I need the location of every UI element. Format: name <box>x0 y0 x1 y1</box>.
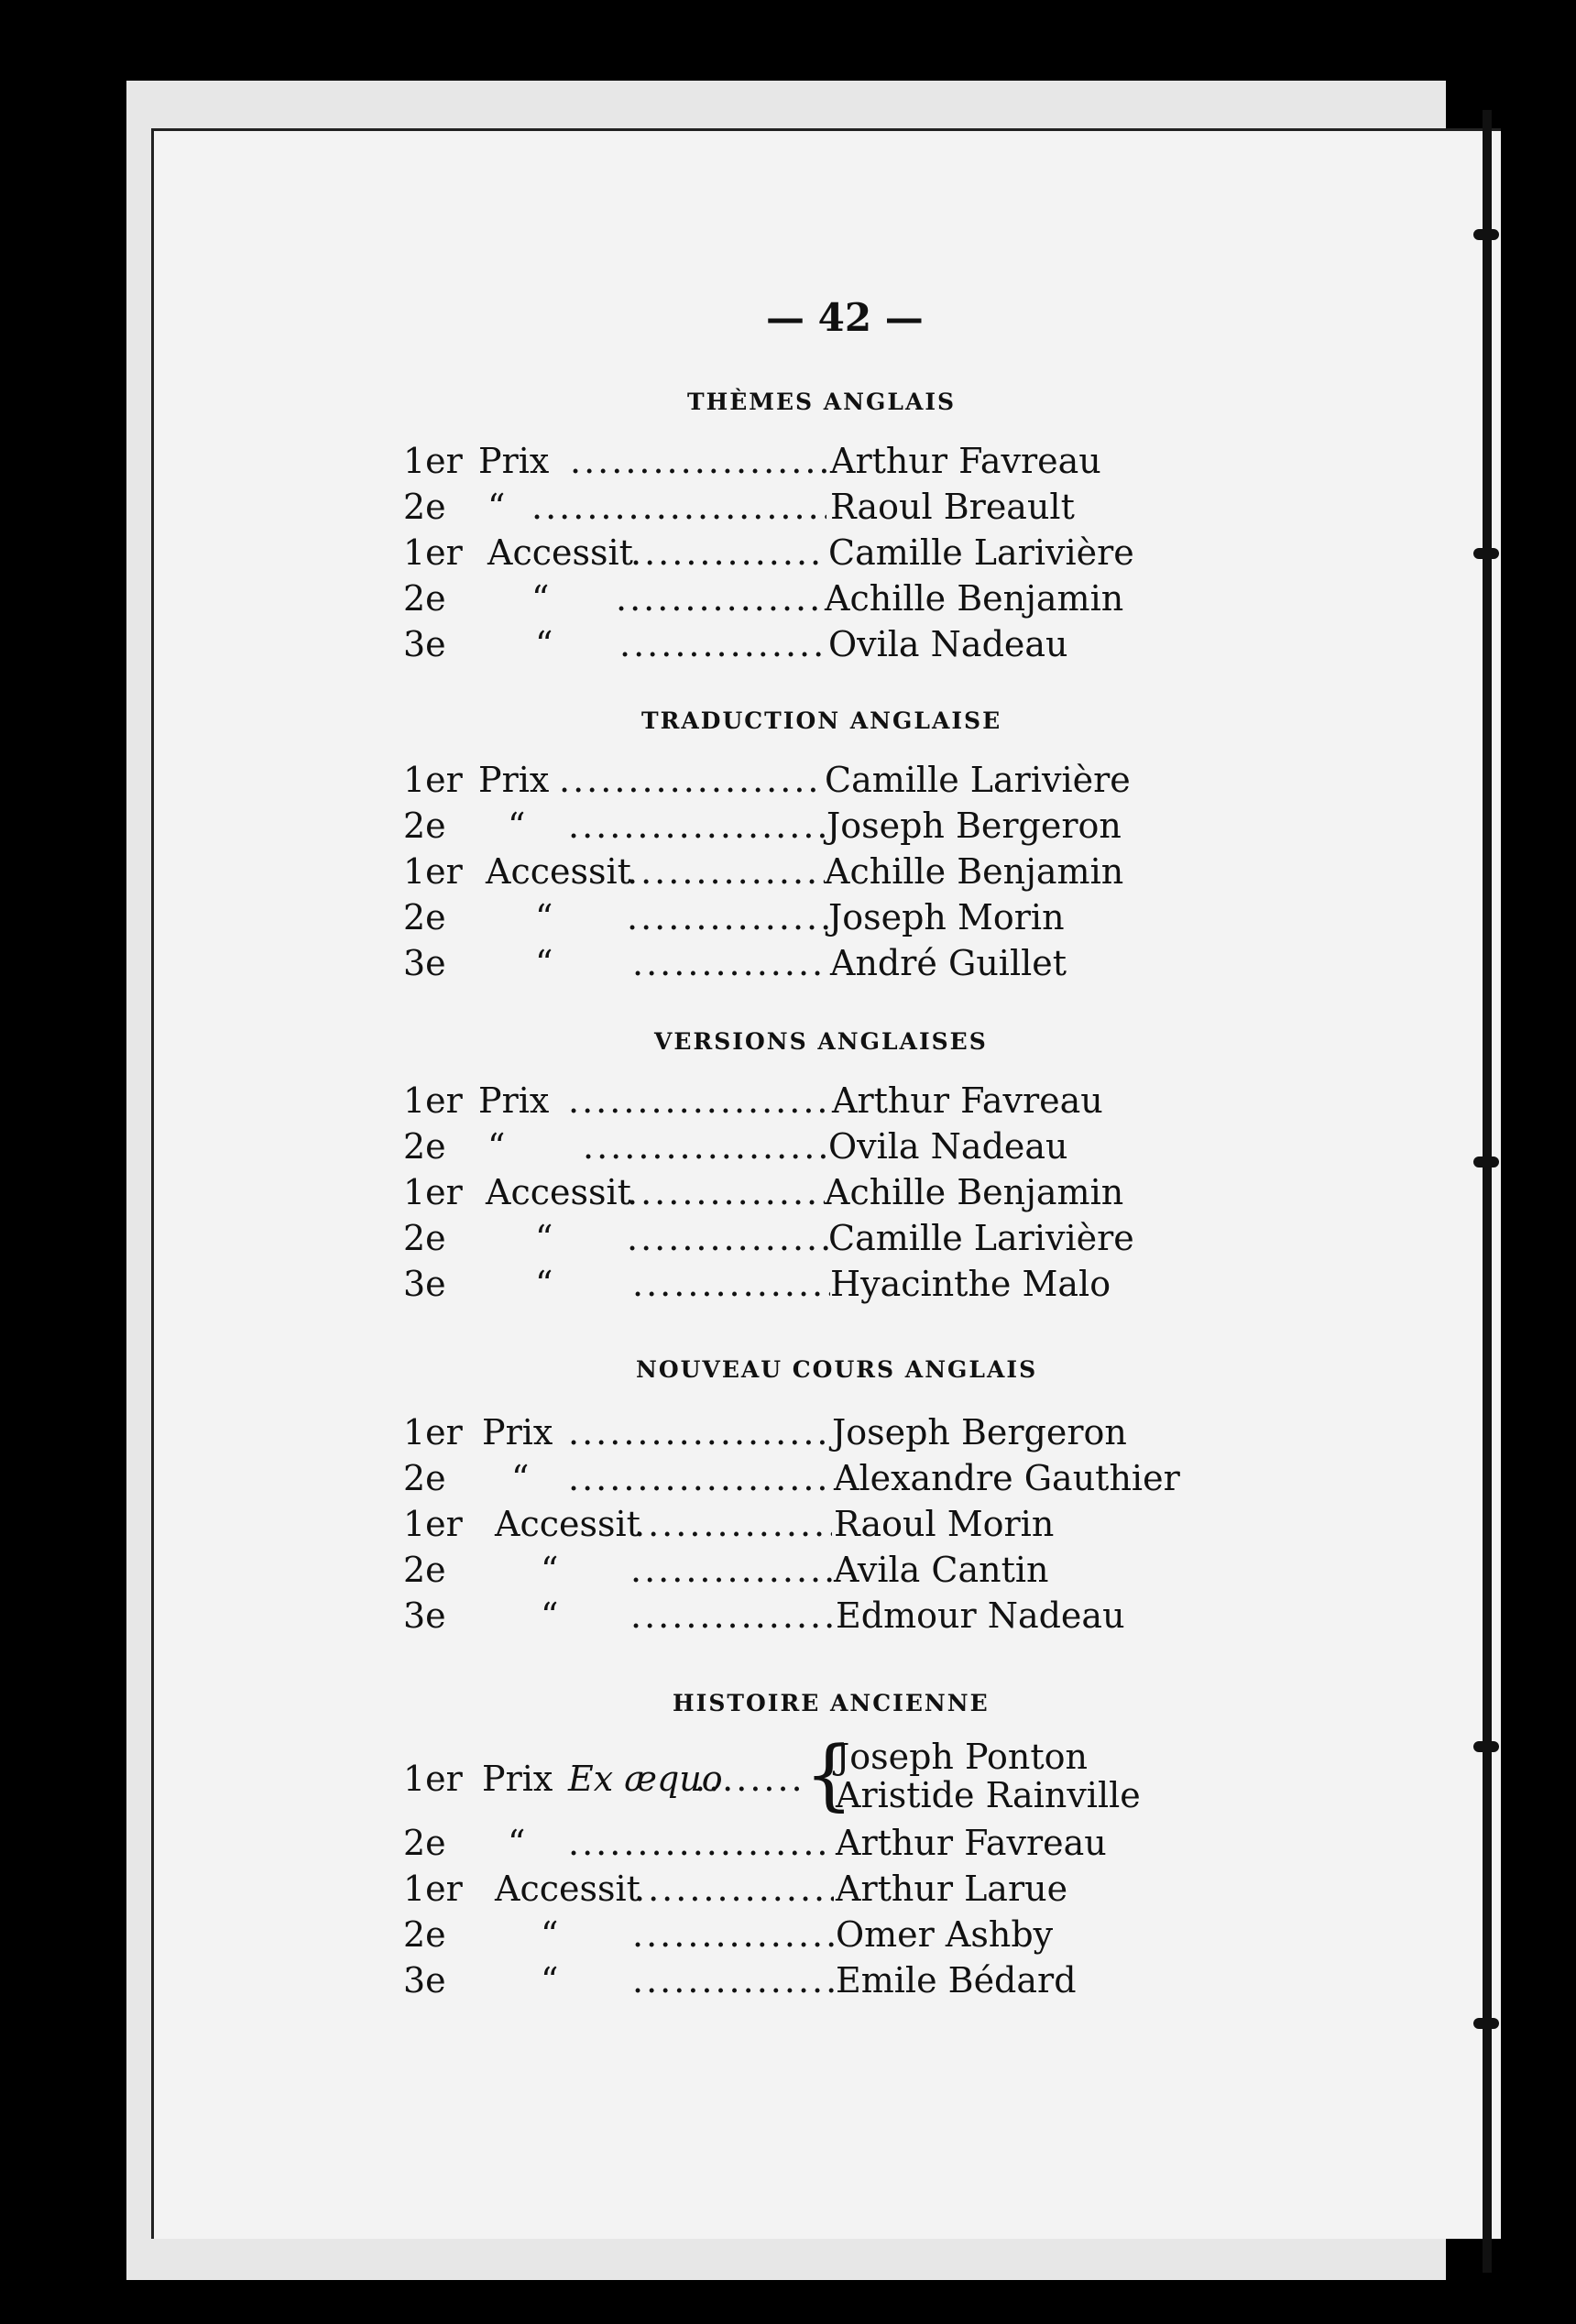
dot-leader <box>627 894 828 940</box>
rank: 1er <box>403 1080 463 1121</box>
dot-leader <box>632 940 828 986</box>
dot-leader <box>630 530 826 576</box>
prize-entry <box>403 621 1127 667</box>
dot-leader <box>632 1912 834 1957</box>
winner-name: Achille Benjamin <box>825 578 1124 619</box>
prize-entry <box>403 1957 1173 2003</box>
rank: 1er <box>403 1504 463 1544</box>
prize-entry <box>403 530 1134 576</box>
section-heading: TRADUCTION ANGLAISE <box>641 707 1002 734</box>
rank: 2e <box>403 487 446 527</box>
prize-entry <box>403 1215 1134 1261</box>
winner-name: Avila Cantin <box>834 1550 1049 1590</box>
grouping-brace: { <box>804 1729 854 1819</box>
rank: 2e <box>403 1218 446 1258</box>
section-heading: VERSIONS ANGLAISES <box>654 1028 988 1055</box>
dot-leader <box>568 1409 832 1455</box>
award: “ <box>508 806 526 846</box>
winner-name: Joseph Ponton <box>836 1737 1088 1777</box>
rank: 1er <box>403 1869 463 1909</box>
prize-entry <box>403 1409 1173 1455</box>
winner-name: Achille Benjamin <box>825 1172 1124 1212</box>
rank: 3e <box>403 624 446 664</box>
award: Prix <box>478 1080 550 1121</box>
award: Prix <box>478 760 550 800</box>
award: “ <box>487 487 506 527</box>
award: “ <box>541 1914 559 1955</box>
prize-entry <box>403 1261 1127 1307</box>
dot-leader <box>583 1124 826 1169</box>
award: “ <box>531 578 550 619</box>
prize-entry <box>403 1912 1173 1957</box>
dot-leader <box>630 1547 832 1593</box>
dot-leader <box>634 1501 832 1547</box>
dot-leader <box>627 849 825 894</box>
ex-aequo-qualifier: Ex æquo <box>568 1759 723 1799</box>
page-number: — 42 — <box>766 295 924 340</box>
award: “ <box>535 943 553 983</box>
rank: 2e <box>403 1823 446 1863</box>
winner-name: Arthur Larue <box>836 1869 1068 1909</box>
prize-entry <box>403 438 1127 484</box>
award: “ <box>487 1126 506 1167</box>
winner-name: Joseph Bergeron <box>826 806 1122 846</box>
rank: 1er <box>403 1759 463 1799</box>
section-heading: HISTOIRE ANCIENNE <box>673 1690 990 1716</box>
award: “ <box>541 1960 559 2001</box>
rank: 2e <box>403 806 446 846</box>
award: Accessit <box>495 1504 640 1544</box>
winner-name: Ovila Nadeau <box>828 624 1068 664</box>
prize-entry <box>403 803 1127 849</box>
dot-leader <box>630 1593 834 1639</box>
rank: 1er <box>403 760 463 800</box>
award: “ <box>535 897 553 937</box>
section-heading: NOUVEAU COURS ANGLAIS <box>636 1356 1038 1383</box>
rank: 3e <box>403 1960 446 2001</box>
prize-entry <box>403 1866 1173 1912</box>
winner-name: André Guillet <box>830 943 1067 983</box>
rank: 1er <box>403 1412 463 1452</box>
dot-leader <box>568 1455 834 1501</box>
dot-leader <box>531 484 826 530</box>
prize-entry <box>403 1593 1173 1639</box>
award: “ <box>511 1458 530 1498</box>
prize-entry <box>403 940 1127 986</box>
winner-name: Hyacinthe Malo <box>830 1264 1111 1304</box>
prize-entry <box>403 1820 1173 1866</box>
prize-entry <box>403 1455 1180 1501</box>
dot-leader <box>568 1078 830 1124</box>
award: Accessit <box>486 1172 631 1212</box>
award: “ <box>541 1550 559 1590</box>
winner-name: Omer Ashby <box>836 1914 1054 1955</box>
dot-leader <box>616 576 825 621</box>
winner-name: Raoul Breault <box>830 487 1075 527</box>
rank: 3e <box>403 1264 446 1304</box>
rank: 2e <box>403 897 446 937</box>
rank: 1er <box>403 441 463 481</box>
rank: 3e <box>403 943 446 983</box>
winner-name: Joseph Bergeron <box>832 1412 1127 1452</box>
award: “ <box>535 1264 553 1304</box>
prize-entry <box>403 576 1127 621</box>
prize-entry <box>403 1124 1127 1169</box>
dot-leader <box>627 1215 828 1261</box>
winner-name: Camille Larivière <box>825 760 1131 800</box>
winner-name: Edmour Nadeau <box>836 1595 1125 1636</box>
winner-name: Raoul Morin <box>834 1504 1055 1544</box>
prize-entry <box>403 484 1127 530</box>
winner-name: Camille Larivière <box>828 1218 1134 1258</box>
prize-entry <box>403 1547 1173 1593</box>
winner-name: Arthur Favreau <box>830 441 1101 481</box>
award: “ <box>535 1218 553 1258</box>
dot-leader <box>695 1756 801 1802</box>
dot-leader <box>559 757 823 803</box>
prize-entry <box>403 894 1127 940</box>
rank: 2e <box>403 1914 446 1955</box>
award: “ <box>508 1823 526 1863</box>
prize-entry <box>403 1501 1173 1547</box>
prize-entry <box>403 1169 1127 1215</box>
award: Prix <box>482 1759 553 1799</box>
dot-leader <box>632 1957 834 2003</box>
rank: 3e <box>403 1595 446 1636</box>
dot-leader <box>570 438 826 484</box>
prize-entry <box>403 757 1131 803</box>
winner-name: Achille Benjamin <box>825 851 1124 892</box>
rank: 1er <box>403 532 463 573</box>
rank: 1er <box>403 1172 463 1212</box>
section-heading: THÈMES ANGLAIS <box>687 389 957 415</box>
winner-name: Alexandre Gauthier <box>834 1458 1180 1498</box>
award: “ <box>541 1595 559 1636</box>
award: Accessit <box>495 1869 640 1909</box>
rank: 2e <box>403 1126 446 1167</box>
dot-leader <box>634 1866 834 1912</box>
dot-leader <box>568 1820 834 1866</box>
rank: 2e <box>403 1458 446 1498</box>
award: Prix <box>482 1412 553 1452</box>
dot-leader <box>568 803 825 849</box>
award: Prix <box>478 441 550 481</box>
rank: 2e <box>403 1550 446 1590</box>
winner-name: Arthur Favreau <box>832 1080 1103 1121</box>
award: “ <box>535 624 553 664</box>
award: Accessit <box>486 851 631 892</box>
winner-name: Ovila Nadeau <box>828 1126 1068 1167</box>
winner-name: Aristide Rainville <box>836 1775 1141 1815</box>
winner-name: Joseph Morin <box>828 897 1065 937</box>
rank: 1er <box>403 851 463 892</box>
winner-name: Arthur Favreau <box>836 1823 1107 1863</box>
prize-entry <box>403 849 1127 894</box>
prize-entry <box>403 1078 1127 1124</box>
dot-leader <box>619 621 826 667</box>
winner-name: Emile Bédard <box>836 1960 1077 2001</box>
award: Accessit <box>487 532 633 573</box>
prize-entry-ex-aequo <box>403 1756 806 1802</box>
dot-leader <box>627 1169 825 1215</box>
rank: 2e <box>403 578 446 619</box>
dot-leader <box>632 1261 830 1307</box>
winner-name: Camille Larivière <box>828 532 1134 573</box>
